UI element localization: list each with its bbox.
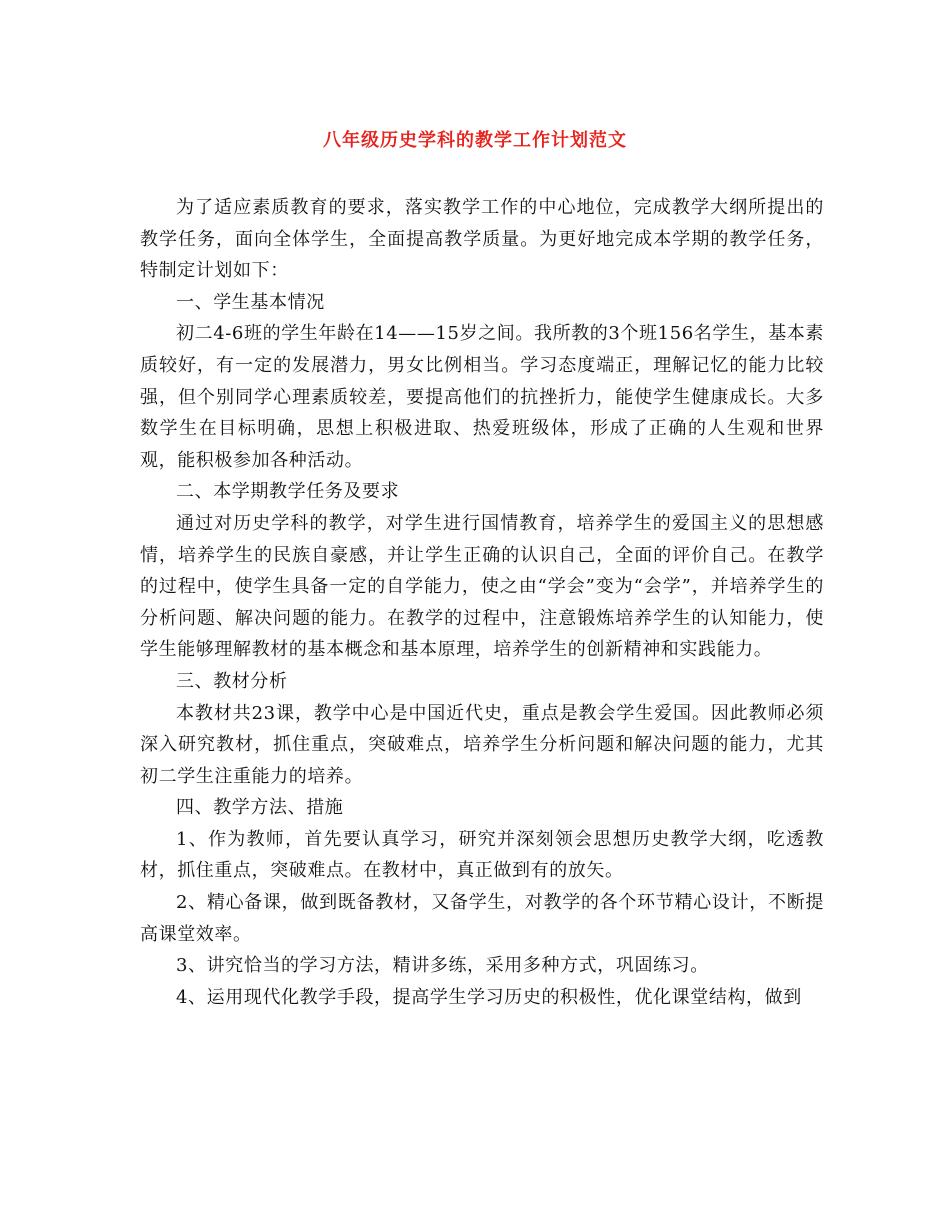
document-title: 八年级历史学科的教学工作计划范文 — [323, 130, 627, 151]
section-heading-tasks: 二、本学期教学任务及要求 — [176, 481, 400, 503]
document-body — [140, 192, 824, 1013]
section-heading-students: 一、学生基本情况 — [176, 291, 325, 313]
intro-paragraph: 为了适应素质教育的要求，落实教学工作的中心地位，完成教学大纲所提出的教学任务，面向全体学生，全面提高教学质量。为更好地完成本学期的教学任务，特制定计划如下： — [140, 197, 824, 282]
textbook-paragraph: 本教材共23课，教学中心是中国近代史，重点是教会学生爱国。因此教师必须深入研究教材，抓住重点，突破难点，培养学生分析问题和解决问题的能力，尤其初二学生注重能力的培养。 — [140, 702, 824, 787]
section-heading-textbook: 三、教材分析 — [176, 670, 288, 692]
method-item-1: 1、作为教师，首先要认真学习，研究并深刻领会思想历史教学大纲，吃透教材，抓住重点，突破难点。在教材中，真正做到有的放矢。 — [140, 828, 824, 882]
method-item-4: 4、运用现代化教学手段，提高学生学习历史的积极性，优化课堂结构，做到 — [176, 986, 802, 1008]
tasks-paragraph: 通过对历史学科的教学，对学生进行国情教育，培养学生的爱国主义的思想感情，培养学生的民族自豪感，并让学生正确的认识自己，全面的评价自己。在教学的过程中，使学生具备一定的自学能力，使之由“学会”变为“会学”，并培养学生的分析问题、解决问题的能力。在教学的过程中，注意锻炼培养学生的认知能力，使学生能够理解教材的基本概念和基本原理，培养学生的创新精神和实践能力。 — [140, 512, 824, 661]
students-paragraph: 初二4-6班的学生年龄在14——15岁之间。我所教的3个班156名学生，基本素质较好，有一定的发展潜力，男女比例相当。学习态度端正，理解记忆的能力比较强，但个别同学心理素质较差，要提高他们的抗挫折力，能使学生健康成长。大多数学生在目标明确，思想上积极进取、热爱班级体，形成了正确的人生观和世界观，能积极参加各种活动。 — [140, 323, 825, 471]
method-item-2: 2、精心备课，做到既备教材，又备学生，对教学的各个环节精心设计，不断提高课堂效率。 — [140, 892, 824, 945]
method-item-3: 3、讲究恰当的学习方法，精讲多练，采用多种方式，巩固练习。 — [176, 955, 709, 977]
section-heading-methods: 四、教学方法、措施 — [176, 797, 344, 819]
